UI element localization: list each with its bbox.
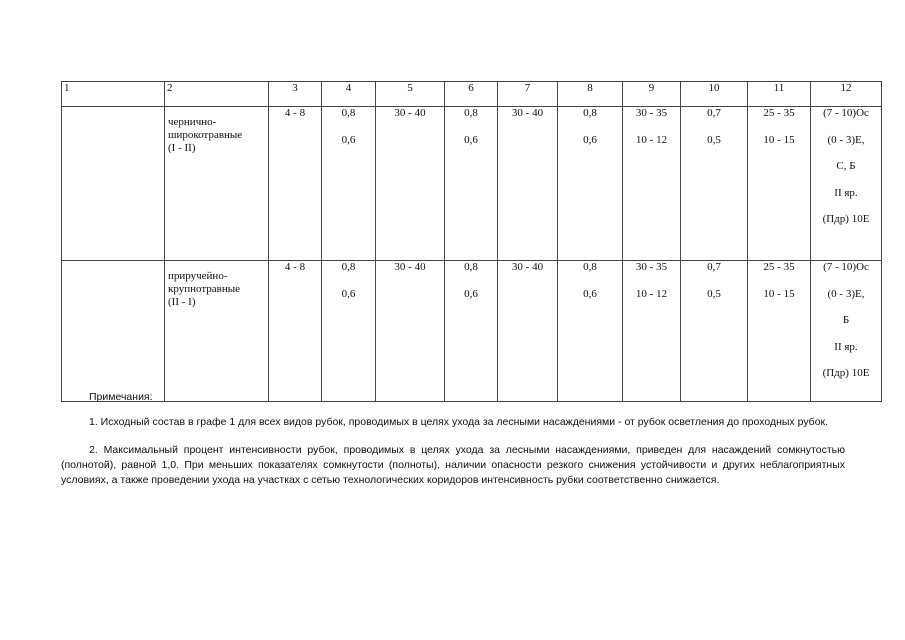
row1-col7: 30 - 40 — [498, 107, 558, 261]
header-col-5: 5 — [376, 82, 445, 107]
header-col-2: 2 — [165, 82, 269, 107]
note-1: 1. Исходный состав в графе 1 для всех видов рубок, проводимых в целях ухода за лесными насаждениями - от рубок осветления до проходных рубок. — [89, 416, 829, 428]
header-col-10: 10 — [681, 82, 748, 107]
header-col-11: 11 — [748, 82, 811, 107]
row2-col12: (7 - 10)Ос (0 - 3)Е, Б II яр. (Пдр) 10Е — [811, 261, 882, 402]
header-col-6: 6 — [445, 82, 498, 107]
header-col-3: 3 — [269, 82, 322, 107]
notes-section — [61, 390, 845, 501]
row2-col1 — [62, 261, 165, 402]
header-col-12: 12 — [811, 82, 882, 107]
row1-col5: 30 - 40 — [376, 107, 445, 261]
row1-col12: (7 - 10)Ос (0 - 3)Е, С, Б II яр. (Пдр) 10Е — [811, 107, 882, 261]
row1-col3: 4 - 8 — [269, 107, 322, 261]
row1-col9: 30 - 35 10 - 12 — [623, 107, 681, 261]
silviculture-table — [61, 81, 882, 402]
row2-col9: 30 - 35 10 - 12 — [623, 261, 681, 402]
row1-col1 — [62, 107, 165, 261]
row2-forest-type: приручейно- крупнотравные (II - I) — [165, 261, 269, 402]
row1-col11: 25 - 35 10 - 15 — [748, 107, 811, 261]
table-header-row — [62, 82, 882, 107]
header-col-8: 8 — [558, 82, 623, 107]
row2-col6: 0,8 0,6 — [445, 261, 498, 402]
row2-col7: 30 - 40 — [498, 261, 558, 402]
header-col-7: 7 — [498, 82, 558, 107]
row1-col6: 0,8 0,6 — [445, 107, 498, 261]
table-row — [62, 261, 882, 402]
row2-col11: 25 - 35 10 - 15 — [748, 261, 811, 402]
note-2: 2. Максимальный процент интенсивности рубок, проводимых в целях ухода за лесными насаждениями, приведен для насаждений сомкнутостью (полнотой), равной 1,0. При меньших показателях сомкнутости (полноты), наличии опасности резкого снижения устойчивости и других неблагоприятных условиях, а также проведении ухода на участках с сетью технологических коридоров интенсивность рубки соответственно снижается. — [61, 444, 845, 486]
row1-col10: 0,7 0,5 — [681, 107, 748, 261]
row1-col4: 0,8 0,6 — [322, 107, 376, 261]
header-col-9: 9 — [623, 82, 681, 107]
row2-col3: 4 - 8 — [269, 261, 322, 402]
row2-col5: 30 - 40 — [376, 261, 445, 402]
header-col-1: 1 — [62, 82, 165, 107]
row2-col8: 0,8 0,6 — [558, 261, 623, 402]
notes-title: Примечания: — [89, 391, 153, 403]
row2-col10: 0,7 0,5 — [681, 261, 748, 402]
table-row — [62, 107, 882, 261]
header-col-4: 4 — [322, 82, 376, 107]
row2-col4: 0,8 0,6 — [322, 261, 376, 402]
row1-forest-type: чернично- широкотравные (I - II) — [165, 107, 269, 261]
row1-col8: 0,8 0,6 — [558, 107, 623, 261]
